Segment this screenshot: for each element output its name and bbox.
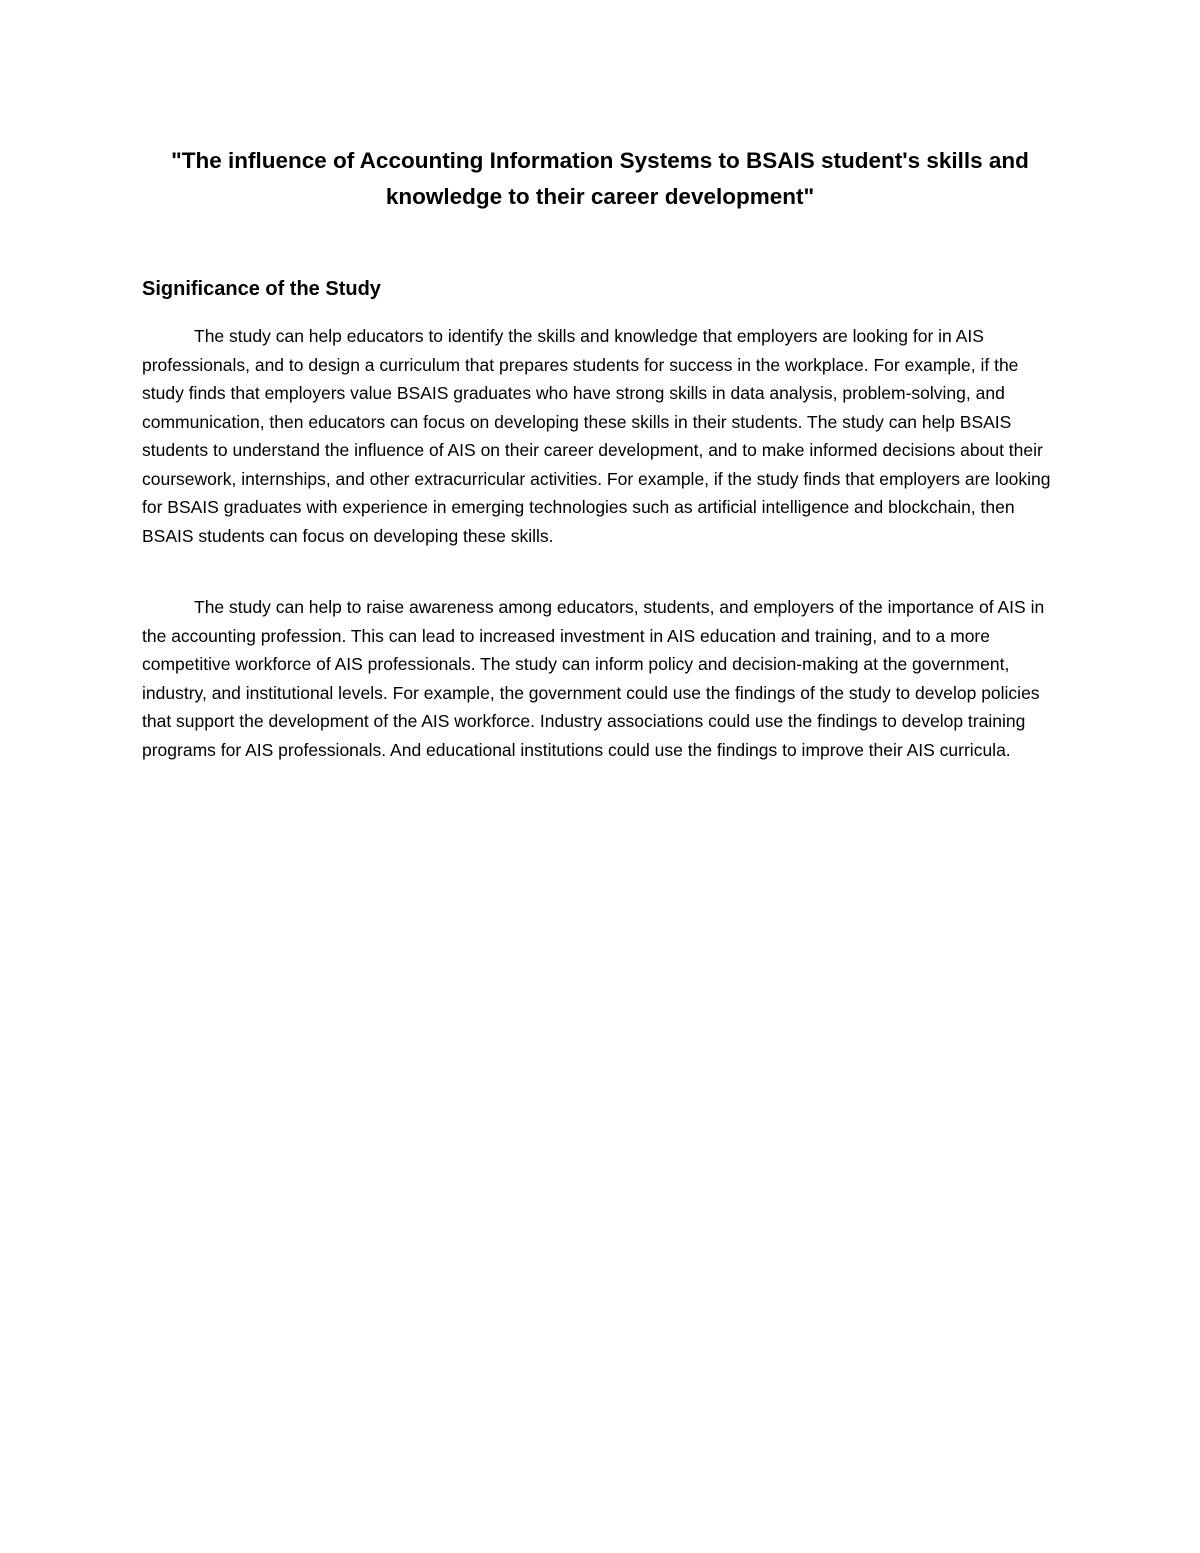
- body-paragraph-2: The study can help to raise awareness among educators, students, and employers of the importance of AIS in the accounting profession. This can lead to increased investment in AIS education and training, and to a more competitive workforce of AIS professionals. The study can inform policy and decision-making at the government, industry, and institutional levels. For example, the government could use the findings of the study to develop policies that support the development of the AIS workforce. Industry associations could use the findings to develop training programs for AIS professionals. And educational institutions could use the findings to improve their AIS curricula.: [142, 597, 1045, 760]
- document-title: "The influence of Accounting Information Systems to BSAIS student's skills and knowledge to their career development": [171, 148, 1029, 209]
- section-heading: Significance of the Study: [142, 278, 381, 300]
- body-paragraph-1: The study can help educators to identify the skills and knowledge that employers are looking for in AIS professionals, and to design a curriculum that prepares students for success in the workplace. For example, if the study finds that employers value BSAIS graduates who have strong skills in data analysis, problem-solving, and communication, then educators can focus on developing these skills in their students. The study can help BSAIS students to understand the influence of AIS on their career development, and to make informed decisions about their coursework, internships, and other extracurricular activities. For example, if the study finds that employers are looking for BSAIS graduates with experience in emerging technologies such as artificial intelligence and blockchain, then BSAIS students can focus on developing these skills.: [142, 326, 1051, 546]
